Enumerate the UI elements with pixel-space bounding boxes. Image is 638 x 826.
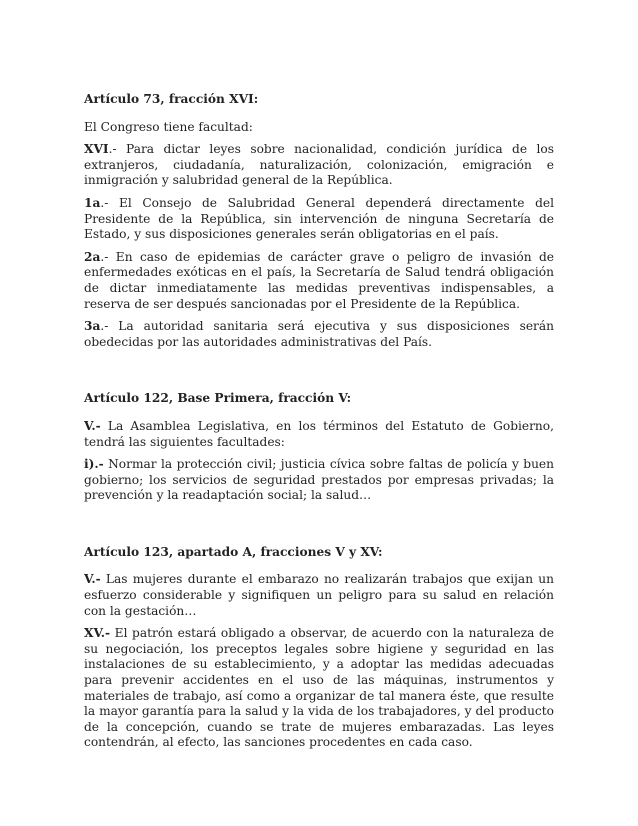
paragraph-label: 2a	[84, 249, 101, 264]
paragraph-label: 3a	[84, 319, 101, 334]
section-heading: Artículo 73, fracción XVI:	[84, 92, 259, 106]
section-spacer	[84, 511, 554, 545]
paragraph-text: El patrón estará obligado a observar, de acuerdo con la naturaleza de su negociación, los preceptos legales sobre higiene y seguridad en las instalaciones de su establecimiento, y a adoptar las medidas adecuadas para prevenir accidentes en el uso de las máquinas, instrumentos y materiales de trabajo, así como a organizar de tal manera éste, que resulte la mayor garantía para la salud y la vida de los trabajadores, y del producto de la concepción, cuando se trate de mujeres embarazadas. Las leyes contendrán, al efecto, las sanciones procedentes en cada caso.	[84, 626, 554, 750]
paragraph-text: Las mujeres durante el embarazo no realizarán trabajos que exijan un esfuerzo considerable y signifiquen un peligro para su salud en relación con la gestación…	[84, 572, 554, 618]
paragraph-label: 1a	[84, 195, 101, 210]
paragraph-label: V.-	[84, 418, 101, 433]
section-spacer	[84, 357, 554, 391]
section-articulo-122	[84, 391, 554, 504]
paragraph	[84, 572, 554, 619]
paragraph-text: .- En caso de epidemias de carácter grave o peligro de invasión de enfermedades exóticas en el país, la Secretaría de Salud tendrá obligación de dictar inmediatamente las medidas preventivas indispensables, a reserva de ser después sancionadas por el Presidente de la República.	[84, 249, 554, 311]
paragraph-text: .- Para dictar leyes sobre nacionalidad, condición jurídica de los extranjeros, ciudadanía, naturalización, colonización, emigración e inmigración y salubridad general de la República.	[84, 142, 554, 188]
paragraph	[84, 319, 554, 350]
paragraph	[84, 196, 554, 243]
section-intro: El Congreso tiene facultad:	[84, 119, 253, 134]
section-articulo-123	[84, 545, 554, 751]
paragraph	[84, 457, 554, 504]
paragraph	[84, 250, 554, 312]
paragraph-label: XVI	[84, 142, 109, 157]
paragraph-label: V.-	[84, 572, 101, 587]
paragraph-label: XV.-	[84, 626, 111, 641]
paragraph-text: .- El Consejo de Salubridad General dependerá directamente del Presidente de la República, sin intervención de ninguna Secretaría de Estado, y sus disposiciones generales serán obligatorias en el país.	[84, 195, 554, 242]
paragraph-text: La Asamblea Legislativa, en los términos del Estatuto de Gobierno, tendrá las siguientes facultades:	[84, 418, 554, 449]
document-page	[84, 92, 554, 758]
section-articulo-73	[84, 92, 554, 350]
paragraph	[84, 419, 554, 450]
paragraph-text: Normar la protección civil; justicia cívica sobre faltas de policía y buen gobierno; los servicios de seguridad prestados por empresas privadas; la prevención y la readaptación social; la salud…	[84, 457, 554, 503]
paragraph	[84, 142, 554, 189]
paragraph-text: .- La autoridad sanitaria será ejecutiva y sus disposiciones serán obedecidas por las autoridades administrativas del País.	[84, 319, 554, 349]
section-heading: Artículo 122, Base Primera, fracción V:	[84, 391, 352, 406]
paragraph-label: i).-	[84, 457, 104, 472]
section-heading: Artículo 123, apartado A, fracciones V y XV:	[84, 544, 383, 559]
paragraph	[84, 626, 554, 751]
